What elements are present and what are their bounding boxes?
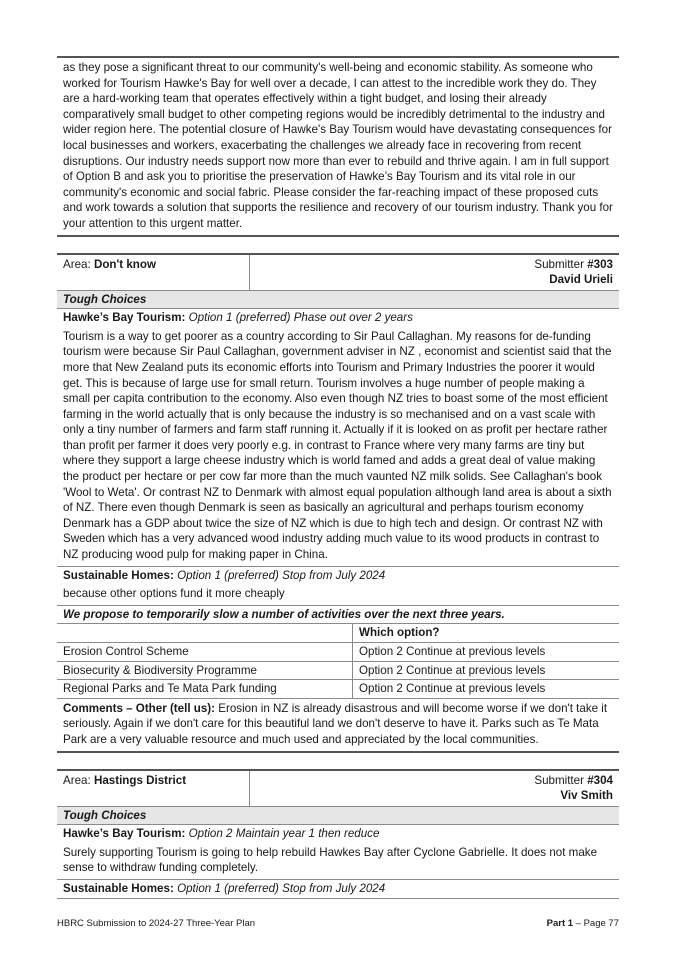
comments-label: Comments – Other (tell us): bbox=[63, 701, 216, 715]
table-header-row bbox=[57, 624, 619, 643]
activity-name: Regional Parks and Te Mata Park funding bbox=[57, 680, 353, 699]
homes-line bbox=[57, 880, 619, 898]
table-row bbox=[57, 680, 619, 699]
tourism-line bbox=[57, 309, 619, 327]
document-page bbox=[57, 56, 619, 899]
which-option-header: Which option? bbox=[353, 624, 620, 643]
slow-heading: We propose to temporarily slow a number of activities over the next three years. bbox=[63, 607, 505, 621]
footer-page-number: – Page 77 bbox=[575, 918, 619, 929]
activity-name: Erosion Control Scheme bbox=[57, 643, 353, 662]
area-label: Area: bbox=[63, 773, 91, 787]
submitter-cell bbox=[250, 771, 619, 806]
tourism-label: Hawke’s Bay Tourism: bbox=[63, 311, 186, 325]
page-footer bbox=[57, 918, 619, 929]
tourism-label: Hawke’s Bay Tourism: bbox=[63, 827, 186, 841]
submitter-label: Submitter bbox=[534, 773, 584, 787]
submitter-label: Submitter bbox=[534, 257, 584, 271]
homes-option: Option 1 (preferred) Stop from July 2024 bbox=[177, 881, 386, 895]
footer-document-title: HBRC Submission to 2024-27 Three-Year Plan bbox=[57, 918, 256, 929]
submitter-number: #303 bbox=[587, 257, 613, 271]
section-heading: Tough Choices bbox=[57, 291, 619, 310]
area-cell bbox=[57, 255, 250, 290]
tourism-comment-text: Tourism is a way to get poorer as a country according to Sir Paul Callaghan. My reasons for de-funding tourism were because Sir Paul Callaghan, government adviser in NZ , economist and scientist said that the more that New Zealand puts its economic efforts into Tourism and Primary Industries the poorer it would get. This is because of large use for small return. Tourism involves a huge number of people making a small per capita contribution to the economy. Also even though NZ tries to boast some of the most efficient farming in the world actually that is only because the industry is so mechanised and on a vast scale with only a tiny number of farmers and farm staff running it. Actually if it is looked on as profit per hectare rather than profit per farmer it does very poorly e.g. in contrast to France where very many farms are tiny but where they support a large cheese industry which is world famed and adds a great deal of value making the product per hectare or per cow far more than the much vaunted NZ milk solids. See Callaghan's book 'Wool to Weta'. Or contrast NZ to Denmark with almost equal population although land area is about a sixth of NZ. There even though Denmark is seen as basically an agricultural and perhaps tourism economy Denmark has a GDP about twice the size of NZ which is due to high tech and design. Or contrast NZ with Sweden which has a very advanced wood industry adding much value to its wood products in contrast to NZ producing wood pulp for making paper in China. bbox=[63, 329, 612, 562]
submitter-cell bbox=[250, 255, 619, 290]
activity-name: Biosecurity & Biodiversity Programme bbox=[57, 661, 353, 680]
homes-line bbox=[57, 567, 619, 585]
homes-option: Option 1 (preferred) Stop from July 2024 bbox=[177, 568, 386, 582]
homes-label: Sustainable Homes: bbox=[63, 881, 174, 895]
tourism-option: Option 1 (preferred) Phase out over 2 years bbox=[188, 311, 413, 325]
table-row bbox=[57, 643, 619, 662]
submitter-number: #304 bbox=[587, 773, 613, 787]
activity-option: Option 2 Continue at previous levels bbox=[353, 661, 620, 680]
area-value: Hastings District bbox=[93, 773, 187, 787]
tourism-comment-text: Surely supporting Tourism is going to help rebuild Hawkes Bay after Cyclone Gabrielle. It does not make sense to withdraw funding completely. bbox=[63, 845, 598, 875]
submitter-name: Viv Smith bbox=[560, 789, 613, 803]
submission-header bbox=[57, 769, 619, 807]
homes-comment-text: because other options fund it more cheaply bbox=[63, 587, 285, 601]
submission-303 bbox=[57, 253, 619, 753]
submission-304 bbox=[57, 769, 619, 899]
other-comments bbox=[57, 699, 619, 751]
footer-page-info bbox=[547, 918, 619, 929]
homes-comment bbox=[57, 584, 619, 606]
table-header-empty bbox=[57, 624, 353, 643]
submission-header bbox=[57, 253, 619, 291]
table-row bbox=[57, 661, 619, 680]
area-cell bbox=[57, 771, 250, 806]
area-value: Don't know bbox=[93, 257, 156, 271]
intro-comment bbox=[57, 58, 619, 235]
tourism-comment bbox=[57, 327, 619, 567]
tourism-comment bbox=[57, 843, 619, 880]
area-label: Area: bbox=[63, 257, 91, 271]
comments-text: Erosion in NZ is already disastrous and will become worse if we don't take it seriously. Again if we don't care for this beautiful land we don't deserve to have it. Parks such as Te Mata Park are a very valuable resource and much used and appreciated by the local communities. bbox=[63, 701, 608, 746]
footer-part: Part 1 bbox=[546, 918, 574, 929]
activities-table bbox=[57, 623, 619, 698]
activity-option: Option 2 Continue at previous levels bbox=[353, 643, 620, 662]
submitter-name: David Urieli bbox=[549, 273, 613, 287]
tourism-line bbox=[57, 825, 619, 843]
activity-option: Option 2 Continue at previous levels bbox=[353, 680, 620, 699]
section-heading: Tough Choices bbox=[57, 807, 619, 826]
homes-label: Sustainable Homes: bbox=[63, 568, 174, 582]
homes-bottom-rule bbox=[57, 898, 619, 899]
tourism-option: Option 2 Maintain year 1 then reduce bbox=[188, 827, 380, 841]
intro-paragraph: as they pose a significant threat to our community's well-being and economic stability. As someone who worked for Tourism Hawke's Bay for well over a decade, I can attest to the incredible work they do. They are a hard-working team that operates effectively within a tight budget, and losing their already comparatively small budget to other competing regions would be incredibly detrimental to the industry and wider region here. The potential closure of Hawke's Bay Tourism would have devastating consequences for local businesses and workers, exacerbating the challenges we already face in recovering from recent disruptions. Our industry needs support now more than ever to rebuild and thrive again. I am in full support of Option B and ask you to prioritise the preservation of Hawke’s Bay Tourism and its vital role in our community's economic and social fabric. Please consider the far-reaching impact of these proposed cuts and work towards a solution that supports the resilience and recovery of our tourism industry. Thank you for your attention to this urgent matter. bbox=[63, 61, 613, 230]
